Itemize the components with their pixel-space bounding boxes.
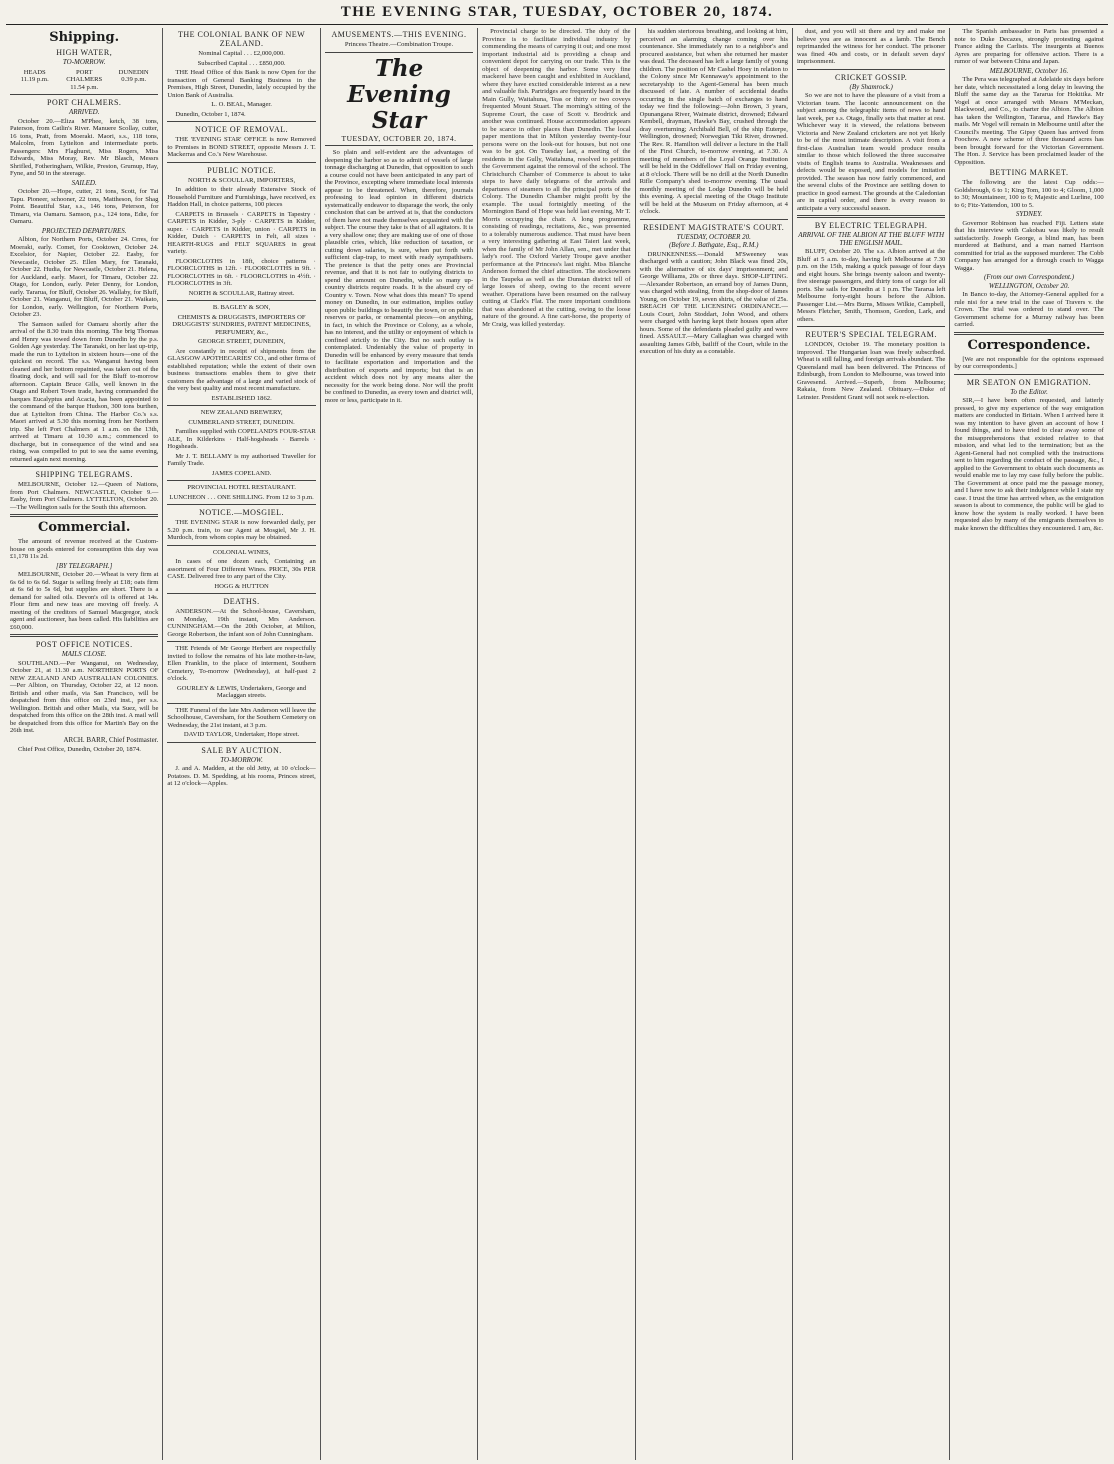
page-masthead: THE EVENING STAR, TUESDAY, OCTOBER 20, 1874.	[340, 4, 774, 20]
divider	[797, 326, 945, 327]
mosgiel-heading: NOTICE.—MOSGIEL.	[199, 508, 285, 517]
divider	[167, 703, 315, 704]
rmc-heading: RESIDENT MAGISTRATE'S COURT.	[643, 222, 785, 232]
public-notice-heading: PUBLIC NOTICE.	[207, 165, 276, 175]
bagley-text: Are constantly in receipt of shipments from the GLASGOW APOTHECARIES' CO., and other firms of established reputation; while the extent of their own business transactions enables them to give their customers the advantage of a large and varied stock of the very best quality and most recent manufacture.	[167, 347, 316, 392]
amusements-heading: AMUSEMENTS.—THIS EVENING.	[331, 30, 467, 39]
divider	[325, 52, 473, 53]
sydney-text: Governor Robinson has reached Fiji. Letters state that his interview with Cakobau was likely to result satisfactorily. Joseph George, a blind man, has been murdered at Bathurst, and a man named Harrison committed for trial as the supposed murderer. The Cobb Company has arranged for a through coach to Wagga Wagga.	[954, 219, 1104, 272]
bank-notice-text: THE Head Office of this Bank is now Open for the transaction of General Banking Business in the Premises, High Street, Dunedin, lately occupied by the Union Bank of Australia.	[167, 69, 316, 99]
divider	[325, 145, 473, 146]
commercial-text: The amount of revenue received at the Custom-house on goods entered for consumption this day was £1,178 11s 2d.	[10, 538, 159, 560]
divider	[797, 215, 945, 218]
divider	[167, 641, 315, 642]
column-3	[321, 28, 478, 1460]
reuters-text: LONDON, October 19. The monetary position is improved. The Hungarian loan was freely subscribed. Wheat is still falling, and foreign arrivals abundant. The Queensland mail has been delivered. The Princess of Edinburgh, from London to Melbourne, was towed into Gravesend. Arrived.—Superb, from Melbourne; Rakaia, from New Zealand. Obituary.—Duke of Leinster. President Grant will not seek re-election.	[796, 341, 946, 401]
tide-time: 0.39 p.m.	[121, 76, 147, 83]
projected-text: Albion, for Northern Ports, October 24. Crres, for Moeraki, early. Comet, for Cooktown, October 24. Excelsior, for Napier, October 22. Easby, for Newcastle, October 25. Ellen Mary, for Taranaki, October 22. Hudia, for Newcastle, October 21. Helena, for Auckland, early. Maori, for Timaru, October 22. Otago, for London, early. Peter Denny, for London, early. Tararua, for Bluff, October 26. Wallaby, for Bluff, October 21. Wanganui, for Bluff, October 21. Waikato, for London, early. Wellington, for Northern Ports, October 23.	[10, 236, 159, 318]
tide-place: PORT CHALMERS	[66, 68, 103, 83]
melbourne-text: The Pera was telegraphed at Adelaide six days before her date, which necessitated a long delay in leaving the Bluff the same day as the Tararua for Hokitika. Mr Vogel at once arranged with Messrs M'Meckan, Blackwood, and Co., to charter the Albion. The Albion has taken the Wellington, Tararua, and Hawke's Bay mails. Mr Vogel will remain in Melbourne until after the Council's meeting. The Gipsy Queen has arrived from Foochow. A new scheme of three thousand acres has been brought forward for the Victorian Government. The Hon. J. Service has been proclaimed leader of the Opposition.	[954, 76, 1104, 166]
tide-place: HEADS	[23, 68, 46, 76]
deaths-heading: DEATHS.	[223, 597, 260, 606]
wines-title: COLONIAL WINES,	[212, 548, 271, 556]
bank-date: Dunedin, October 1, 1874.	[175, 110, 246, 118]
colonial-bank-title: THE COLONIAL BANK OF NEW ZEALAND.	[177, 30, 306, 48]
rmc-before: (Before J. Bathgate, Esq., R.M.)	[668, 241, 759, 249]
divider	[167, 742, 315, 743]
column-container	[6, 28, 1108, 1460]
brewery-title: NEW ZEALAND BREWERY,	[200, 409, 283, 416]
bagley-established: ESTABLISHED 1862.	[211, 394, 272, 402]
post-sig-wrap	[10, 737, 158, 745]
foreign-news-text: The Spanish ambassador in Paris has presented a note to Duke Decazes, strongly protesting against France aiding the Carlists. The insurgents at Buenos Ayres are preparing for offensive action. There is a rumor of war between China and Japan.	[954, 28, 1104, 65]
arrived-text: October 20.—Eliza M'Phee, ketch, 38 tons, Paterson, from Catlin's River. Manuere Scollay, cutter, 16 tons, Pratt, from Moeraki. Maori, s.s., 118 tons, Malcolm, from Lyttelton and intermediate ports. Passengers: Mrs Flaghurst, Miss Rogers, Miss Edwards, Miss Moray, Rev. Mr Blasch, Messrs Shrifled, Fotheringham, Wilkie, Preston, Grumup, Hay, Fyne, and 50 in the steerage.	[10, 117, 159, 177]
amusements-text: Princess Theatre.—Combination Troupe.	[344, 41, 454, 48]
divider	[954, 332, 1103, 335]
column-1	[6, 28, 163, 1460]
hotel-title: PROVINCIAL HOTEL RESTAURANT.	[187, 484, 296, 491]
correspondence-note: [We are not responsible for the opinions expressed by our correspondents.]	[954, 355, 1104, 370]
to-morrow-label: TO-MORROW.	[62, 58, 106, 66]
letter-to: To the Editor.	[1010, 387, 1048, 396]
shipping-news: The Samson sailed for Oamaru shortly after the arrival of the 8.30 train this morning. The brig Thomas and Henry was towed down from Dunedin by the p.s. Golden Age yesterday. The Taranaki, on her last up-trip, made the run to Lyttelton in sixteen hours—one of the quickest on record. The s.s. Wanganui having been cleaned and her bottom repainted, was taken out of the floating dock, and will sail for the Bluff to-morrow afternoon. Captain Bruce Gills, well known in the Otago and Robert Town trade, having commanded the barques Eucalyptus and Acacia, has been appointed to the command of the barque Hudson, 300 tons burthen, due at Lyttelton from China. The Harbor Co.'s s.s. Maori arrived at 5.30 this morning from her Northern trip. She left Port Chalmers at 1 a.m. on the 13th, arrived at Timaru at 10.30 a.m.; commenced to discharge, but in consequence of the wind and sea rising, was compelled to put to sea the same evening, returned again next morning.	[10, 320, 159, 463]
post-office-text: SOUTHLAND.—Per Wanganui, on Wednesday, October 21, at 11.30 a.m. NORTHERN PORTS OF NEW ZEALAND AND AUSTRALIAN COLONIES.—Per Albion, on Thursday, October 22, at 12 noon. British and other mails, via San Francisco, will be despatched from this office on 23rd inst., per s.s. Wellington. British and other Mails, via Suez, will be despatched from this office on the 28th inst. A mail will be despatched from this office for Martin's Bay on the 26th inst.	[10, 659, 159, 734]
high-water-label: HIGH WATER,	[56, 48, 113, 57]
melbourne-dateline: MELBOURNE, October 16.	[989, 66, 1069, 75]
brewery-note: Mr J. T. BELLAMY is my authorised Traveller for Family Trade.	[167, 452, 316, 467]
divider	[167, 405, 315, 406]
newspaper-nameplate: The Evening Star	[347, 54, 451, 134]
tide-table	[10, 69, 158, 92]
shipping-telegrams-heading: SHIPPING TELEGRAMS.	[35, 470, 133, 479]
post-office-heading: POST OFFICE NOTICES.	[35, 640, 133, 649]
sailed-text: October 20.—Hope, cutter, 21 tons, Scott, for Tai Tapu. Pioneer, schooner, 22 tons, Mattheson, for Shag Point. Beautiful Star, s.s., 146 tons, Peterson, for Timaru, via Oamaru. Samson, p.s., 124 tons, Edie, for Oamaru.	[10, 188, 159, 225]
divider	[10, 466, 158, 467]
divider	[167, 504, 315, 505]
bagley-title: B. BAGLEY & SON,	[212, 304, 271, 311]
divider	[167, 162, 315, 163]
leader-article: So plain and self-evident are the advantages of deepening the harbor so as to admit of vessels of large tonnage discharging at Dunedin, that opposition to such a course could not have been anticipated in any part of the Province, excepting where immediate local interests appear to be threatened. When, therefore, journals professing to lead opinion in different districts systematically endeavor to disparage the work, the only conclusion that can be arrived at is, that the conductors of them have not made themselves acquainted with the subject. The course they take is that of all agitators. It is a very shallow one; they are making use of one of those plausible cries, which, like reduction of taxation, or cutting down salaries, is sure, when put forth with sufficient clap-trap, to meet with ready sympathisers. The pretence is that the petty ones are Provincial revenue, and that it is not fair to outlying districts to spend the amount on Dunedin, while so many up-country districts require roads. It is the absurd cry of Country v. Town. Now what does this mean? To spend money on Dunedin, in our estimation, implies outlay upon public buildings to beautify the town, or on public reserves or parks, or ornamental pieces—on anything, in fact, in which the Province or Colony, as a whole, has no interest, and the utility or enjoyment of which is confined strictly to the City. But no such outlay is contemplated. Undeniably the value of property in Dunedin will be enhanced by every measure that tends to facilitate exportation and importation and the distribution of exports and imports; but that is an accident which does not by any means alter the necessity for the work being done. Nor will the profit be confined to Dunedin, as every town and district will, more or less, participate in it.	[324, 149, 474, 404]
wellington-dateline: WELLINGTON, October 20.	[988, 281, 1070, 290]
floorcloths-list: FLOORCLOTHS in 18ft, choice patterns · FLOORCLOTHS in 12ft. · FLOORCLOTHS in 9ft. · FLOORCLOTHS in 6ft. · FLOORCLOTHS in 4½ft. · FLOORCLOTHS in 3ft.	[167, 257, 316, 287]
post-date: Chief Post Office, Dunedin, October 20, 1874.	[18, 746, 141, 753]
auction-subheading: TO-MORROW.	[220, 755, 263, 764]
brewery-signature: JAMES COPELAND.	[211, 469, 272, 477]
divider	[167, 121, 315, 122]
removal-heading: NOTICE OF REMOVAL.	[195, 125, 289, 134]
auction-text: J. and A. Madden, at the old Jetty, at 10 o'clock—Potatoes. D. M. Spedding, at his rooms, Princes street, at 12 o'clock—Apples.	[167, 765, 316, 787]
wines-text: In cases of one dozen each, Containing an assortment of Four Different Wines. PRICE, 30s PER CASE. Delivered free to any part of the City.	[167, 558, 316, 580]
sailed-heading: SAILED.	[71, 178, 97, 187]
albion-heading: ARRIVAL OF THE ALBION AT THE BLUFF WITH THE ENGLISH MAIL.	[798, 231, 945, 247]
cricket-heading: CRICKET GOSSIP.	[835, 72, 908, 82]
funeral-2-signature: DAVID TAYLOR, Undertaker, Hope street.	[183, 731, 300, 738]
betting-text: The following are the latest Cup odds:—Goldsbrough, 6 to 1; King Tom, 100 to 4; Gloom, 1,000 to 30; Mountaineer, 100 to 6; Majestic and Lurline, 100 to 6; Fitz-Yattendon, 100 to 5.	[954, 179, 1104, 209]
column-4	[478, 28, 635, 1460]
tide-place: DUNEDIN	[118, 68, 149, 76]
column-2	[163, 28, 320, 1460]
by-telegraph: [BY TELEGRAPH.]	[55, 561, 113, 570]
bagley-address: GEORGE STREET, DUNEDIN,	[198, 338, 286, 345]
funeral-notice-2: THE Funeral of the late Mrs Anderson will leave the Schoolhouse, Caversham, for the Southern Cemetery on Wednesday, the 21st instant, at 3 p.m.	[167, 706, 316, 729]
carpets-list: CARPETS in Brussels · CARPETS in Tapestry · CARPETS in Kidder, 3-ply · CARPETS in Kidder, super. · CARPETS in Kidder, union · CARPETS in Kidder, Dutch · CARPETS in Felt, all sizes · HEARTH-RUGS and FELT SQUARES in great variety.	[167, 210, 316, 255]
betting-heading: BETTING MARKET.	[989, 168, 1069, 177]
rmc-text: DRUNKENNESS.—Donald M'Sweeney was discharged with a caution; John Black was fined 20s, with the alternative of six days' imprisonment; and George Williams, 20s or three days. SHOP-LIFTING.—Alexander Robertson, an errand boy of James Dunn, was charged with stealing, from the shop-door of James Young, on October 19, seven shirts, of the value of 25s. BREACH OF THE LICENSING ORDINANCE.—Louis Court, John Stoddart, John Wood, and others were charged with having kept their houses open after hours. Some of the defendants pleaded guilty and were fined. ASSAULT.—Mary Callaghan was charged with assaulting James Gibb, bailiff of the Court, while in the execution of his duty as a constable.	[639, 250, 788, 355]
commercial-telegraph-text: MELBOURNE, October 20.—Wheat is very firm at 6s 6d to 6s 6d. Sugar is selling freely at £18; oats firm at 6s 6d to 5s 6d, but supplies are short. There is a demand for salted oils. Devon's oil is offered at 14s. Flour firm and new teas are moving off freely. A meeting of the creditors of Samuel Macgregor, stock agent and auctioneer, has been called. His liabilities are £60,000.	[10, 571, 159, 631]
cricket-text: So we are not to have the pleasure of a visit from a Victorian team. The laconic announcement on the subject among the telegraphic items of news to hand last week, per s.s. Otago, finally sets that matter at rest. Whichever way it is viewed, the relations between Victoria and New Zealand cricketers are not yet likely to be of the most intimate description. A visit from a first-class Australian team would produce results similar to those which followed the three successive visits of English teams to Australia. Weaknesses and defects would be exposed, and models for imitation provided. The season has now fairly commenced, and the several clubs of the Province are settling down to practice in good earnest. The grounds at the Caledonian are in capital order, and there is every reason to anticipate a very successful season.	[796, 92, 946, 212]
projected-heading: PROJECTED DEPARTURES.	[41, 226, 127, 235]
divider	[10, 514, 158, 517]
divider	[167, 300, 315, 301]
sydney-dateline: SYDNEY.	[1015, 210, 1043, 218]
shipping-heading: Shipping.	[49, 30, 120, 45]
port-chalmers-heading: PORT CHALMERS.	[47, 98, 122, 107]
tide-dunedin	[109, 69, 158, 92]
wellington-text: In Banco to-day, the Attorney-General applied for a rule nisi for a new trial in the case of Travers v. the Crown. The trial was ordered to stand over. The Government scheme for a Murray railway has been carried.	[954, 291, 1104, 328]
correspondence-heading: Correspondence.	[967, 337, 1091, 353]
divider	[167, 545, 315, 546]
tide-time: 11.19 p.m.	[20, 76, 49, 83]
bagley-subtitle: CHEMISTS & DRUGGISTS, IMPORTERS OF DRUGGISTS' SUNDRIES, PATENT MEDICINES, PERFUMERY, &c.,	[172, 313, 311, 336]
reuters-heading: REUTER'S SPECIAL TELEGRAM.	[805, 330, 937, 339]
shipping-telegrams-text: MELBOURNE, October 12.—Queen of Nations, from Port Chalmers. NEWCASTLE, October 9.—Easby, from Port Chalmers. LYTTELTON, October 20.—The Wellington sails for the South this afternoon.	[10, 481, 159, 511]
post-signature: ARCH. BARR, Chief Postmaster.	[63, 735, 159, 744]
brewery-text: Families supplied with COPELAND'S FOUR-STAR ALE, In Kilderkins · Half-hogsheads · Barrels · Hogsheads.	[167, 428, 316, 450]
letter-text: SIR,—I have been often requested, and latterly pressed, to give my experience of the way emigration matters are conducted in Britain. When I arrived here it was my intention to have given an account of how I found things, and to have tried to clear away some of the misapprehensions that existed relative to that mission, and what led to the termination; but as the Agent-General had not complied with the instructions sent to him regarding the conduct of the passage, &c., I applied to the Government to obtain such documents as would enable me to lay my case fully before the public. The Government at once paid me the passage money, and I have now to ask their indulgence while I state my case. I trust the time has arrived when, as the emigration season is about to commence, the public will be glad to know how the system is really worked. I have been requested also by many of the emigrants themselves to make known the difficulties they encountered. I am, &c.	[954, 397, 1104, 532]
local-news-continued: his sudden stertorous breathing, and looking at him, perceived an alarming change coming over his countenance. She immediately ran to a neighbor's and procured assistance, but when she returned her master was dead. The deceased has left a large family of young children. The position of Mr Cashel Hoey in relation to the Colony since Mr Kennaway's appointment to the secretaryship to the Agent-General has been much discussed of late. A number of accidental deaths occurring in the single batch of exchanges to hand today we find the following:—John Brown, 3 years, Opunangana River, Waimate district, drowned; Edward Kembell, drayman, Hawke's Bay, crushed through the dray overturning; Archibald Bell, of the ship Euterpe, Wellington, drowned; Norwegian Tiki River, drowned. The Rev. R. Hamilton will deliver a lecture in the Hall of the First Church, to-morrow evening, at 7.30. A meeting of members of the Loyal Orange Institution will be held in the Oddfellows' Hall on Friday evening, at 8 o'clock. There will be no drill at the North Dunedin Rifle Company's shed to-morrow evening. The usual monthly meeting of the Lodge Dunedin will be held this evening. A special meeting of the Otago Institute will be held at the Museum on Friday afternoon, at 4 o'clock.	[639, 28, 788, 215]
divider	[640, 219, 788, 220]
divider	[10, 634, 158, 637]
divider	[954, 374, 1103, 375]
divider	[167, 593, 315, 594]
leader-dateline: TUESDAY, OCTOBER 20, 1874.	[341, 133, 457, 143]
subscribed-capital: Subscribed Capital . . . £850,000.	[197, 59, 286, 67]
divider	[10, 94, 158, 95]
column-7	[950, 28, 1107, 1460]
mosgiel-text: THE EVENING STAR is now forwarded daily, per 5.20 p.m. train, to our Agent at Mosgiel, Mr J. H. Murdoch, from whom copies may be obtained.	[167, 519, 316, 541]
albion-text: BLUFF, October 20. The s.s. Albion arrived at the Bluff at 5 a.m. to-day, having left Melbourne at 7.30 p.m. on the 15th, making a quick passage of four days and eight hours. She brings twenty saloon and twenty-five steerage passengers, and thirty tons of cargo for all ports. She sails for Dunedin at 1 p.m. The Tararua left Melbourne forty-eight hours before the Albion. Passenger List.—Mrs Burns, Misses Wilkie, Campbell, Messrs Fletcher, Smith, Thomson, Gordon, Lark, and others.	[796, 248, 946, 323]
court-continued: dust, and you will sit there and try and make me believe you are as innocent as a lamb. The Bench reprimanded the witness for her conduct. The prisoner was fined 40s and costs, or in default seven days' imprisonment.	[796, 28, 946, 65]
north-scoullar-signature: NORTH & SCOULLAR, Rattray street.	[188, 289, 295, 297]
bank-signature: L. O. BEAL, Manager.	[211, 101, 272, 108]
tide-time: 11.54 p.m.	[70, 83, 99, 91]
hotel-text: LUNCHEON . . . ONE SHILLING. From 12 to 3 p.m.	[169, 493, 314, 501]
tide-port-chalmers	[59, 69, 108, 92]
masthead-rule	[6, 24, 1108, 25]
removal-text: THE 'EVENING STAR' OFFICE is now Removed to Premises in BOND STREET, opposite Messrs J. T. Mackerras and Co.'s New Warehouse.	[167, 136, 316, 158]
rmc-date: TUESDAY, OCTOBER 20.	[676, 232, 751, 241]
nominal-capital: Nominal Capital . . . £2,000,000.	[198, 50, 285, 57]
own-correspondent: (From our own Correspondent.)	[983, 273, 1075, 281]
brewery-address: CUMBERLAND STREET, DUNEDIN.	[188, 418, 295, 426]
cricket-byline: (By Shamrock.)	[849, 82, 893, 91]
local-news-text: Provincial charge to be directed. The duty of the Province is to facilitate individual industry by commending the means of carrying it out; and one most important industrial aid is providing a cheap and convenient depot for carrying on our trade. This is the object of deepening the harbor. Some very fine mackerel have been caught and exhibited in Auckland, where they have excited considerable interest as a new and valuable fish. Partridges are frequently heard in the Main Gully, Waitahuna, Teas or thirty or two coveys frequented Mount Stuart. The morning's sitting of the Supreme Court, the case of Scott v. Brodrick and another was continued. House accommodation appears to be scarce in other places than Dunedin. The local paper mentions that in Milton yesterday twenty-four persons were on the look-out for houses, but not one was to be got. On Tuesday last, a meeting of the residents in the Gully, Waitahuna, resolved to petition the Government against the removal of the school. The Christchurch Chamber of Commerce is about to take steps to have daily telegrams of the arrivals and departures of steamers to all the principal ports of the Colony. The Dunedin Chamber might profit by the example. The usual fortnightly meeting of the Mornington Band of Hope was held last evening, Mr T. Morris occupying the chair. A long programme, consisting of readings, recitations, &c., was presented to a tolerably numerous audience. That must have been a very interesting gathering at East Taieri last week, when the family of Mr John Allan, sen., met under that lady's roof. The Oxford Variety Troupe gave another performance at the Princess's last night. Miss Blanche Anderson formed the chief attraction. The stockowners in the Taupeka as well as the Dunstan district tell of large losses of sheep, owing to the recent severe weather. Operations have been resumed on the railway cutting at Clark's Flat. The more important conditions that was abandoned at the cutting, owing to the loose nature of the ground. A fine cart-horse, the property of Mr Craig, was killed yesterday.	[482, 28, 631, 328]
deaths-text: ANDERSON.—At the School-house, Caversham, on Monday, 19th instant, Mrs Anderson. CUNNINGHAM.—On the 20th October, at Milton, George Robertson, the infant son of John Cunningham.	[167, 608, 316, 638]
column-5	[636, 28, 793, 1460]
column-6	[793, 28, 950, 1460]
north-scoullar-text: In addition to their already Extensive Stock of Household Furniture and Furnishings, have received, ex Haddon Hall, in choice patterns, 100 pieces	[167, 186, 316, 208]
tide-heads	[10, 69, 59, 92]
divider	[167, 480, 315, 481]
commercial-heading: Commercial.	[38, 520, 131, 535]
auction-heading: SALE BY AUCTION.	[201, 745, 282, 755]
north-scoullar-title: NORTH & SCOULLAR, IMPORTERS,	[188, 176, 296, 184]
telegraph-heading: BY ELECTRIC TELEGRAPH.	[814, 221, 928, 230]
wines-signature: HOGG & HUTTON	[214, 582, 269, 590]
funeral-1-signature: GOURLEY & LEWIS, Undertakers, George and Maclaggan streets.	[177, 684, 307, 699]
letter-title: MR SEATON ON EMIGRATION.	[966, 377, 1092, 387]
funeral-notice-1: THE Friends of Mr George Herbert are respectfully invited to follow the remains of his late mother-in-law, Ellen Franklin, to the place of interment, Southern Cemetery, To-morrow (Wednesday), at half-past 2 o'clock.	[167, 645, 316, 682]
arrived-heading: ARRIVED.	[68, 108, 100, 116]
divider	[797, 69, 945, 70]
mails-close-label: MAILS CLOSE.	[61, 650, 107, 658]
